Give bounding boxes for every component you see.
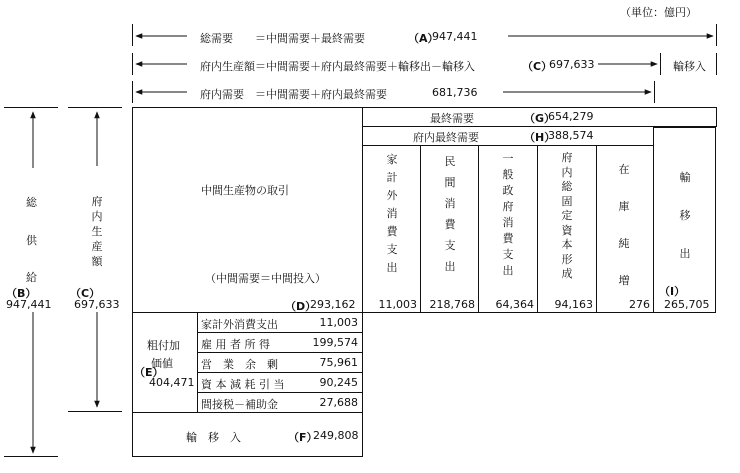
output-bottom-line bbox=[68, 411, 122, 412]
col-char: 在 bbox=[618, 163, 630, 176]
final-demand-label: 最終需要 bbox=[430, 112, 474, 125]
va-item-value: 11,003 bbox=[319, 316, 358, 329]
output-char: 府 bbox=[91, 195, 103, 208]
domestic-final-code: （H） bbox=[524, 131, 556, 144]
total-demand-label: 総需要 ＝中間需要＋最終需要 bbox=[200, 32, 365, 45]
domestic-demand-value: 681,736 bbox=[432, 86, 478, 99]
row-tick bbox=[132, 81, 133, 103]
imports-value: 249,808 bbox=[313, 429, 359, 442]
row-tick bbox=[654, 81, 655, 103]
col-char: 固 bbox=[561, 194, 573, 208]
value-added-row-line bbox=[197, 372, 363, 373]
exports-chars bbox=[678, 159, 692, 273]
gross-output-tail: 輸移入 bbox=[673, 60, 706, 73]
va-item-label: 資 本 減 耗 引 当 bbox=[201, 378, 285, 391]
supply-code: （B） bbox=[6, 287, 37, 300]
intermediate-subtitle: （中間需要＝中間投入） bbox=[205, 272, 326, 285]
col-char: 本 bbox=[561, 238, 573, 251]
col-chars-private bbox=[443, 151, 457, 277]
output-char: 内 bbox=[91, 210, 103, 223]
col-char: 消 bbox=[444, 197, 456, 210]
total-demand-value: 947,441 bbox=[432, 30, 478, 43]
va-item-label: 雇 用 者 所 得 bbox=[201, 338, 270, 351]
supply-char: 総 bbox=[26, 196, 37, 209]
col-char: 支 bbox=[444, 239, 456, 252]
col-char: 庫 bbox=[618, 200, 630, 213]
value-added-label-2: 価値 bbox=[151, 357, 173, 370]
col-char: 成 bbox=[561, 267, 573, 280]
col-char: 外 bbox=[386, 189, 398, 202]
output-char: 生 bbox=[91, 225, 103, 238]
domestic-final-label: 府内最終需要 bbox=[413, 131, 479, 144]
output-char: 産 bbox=[91, 240, 103, 253]
supply-char: 供 bbox=[26, 234, 37, 247]
gross-output-code: （C） bbox=[522, 60, 553, 73]
col-char: 内 bbox=[561, 165, 573, 179]
col-value-household: 11,003 bbox=[378, 298, 417, 311]
col-char: 間 bbox=[444, 176, 456, 189]
final-demand-value: 654,279 bbox=[548, 110, 594, 123]
intermediate-value: 293,162 bbox=[310, 298, 356, 311]
col-value-inventory: 276 bbox=[629, 298, 650, 311]
col-char: 総 bbox=[561, 180, 573, 193]
col-char: 定 bbox=[561, 209, 573, 222]
domestic-demand-label: 府内需要 ＝中間需要＋府内最終需要 bbox=[200, 88, 387, 101]
exports-char: 移 bbox=[679, 209, 691, 222]
col-char: 出 bbox=[502, 264, 514, 277]
row-tick bbox=[716, 53, 717, 75]
col-char: 消 bbox=[502, 216, 514, 229]
exports-char: 輸 bbox=[679, 171, 691, 184]
col-char: 府 bbox=[561, 151, 573, 164]
col-char: 費 bbox=[502, 232, 514, 245]
col-char: 形 bbox=[561, 252, 573, 266]
unit-label: （単位：億円） bbox=[620, 6, 697, 19]
col-char: 出 bbox=[444, 260, 456, 273]
col-chars-household bbox=[385, 151, 399, 277]
supply-bottom-line bbox=[4, 456, 58, 457]
gross-output-value: 697,633 bbox=[549, 58, 595, 71]
col-char: 出 bbox=[386, 261, 398, 274]
output-char: 額 bbox=[91, 255, 103, 268]
col-char: 政 bbox=[502, 184, 514, 197]
va-item-value: 90,245 bbox=[319, 376, 358, 389]
output-code: （C） bbox=[70, 287, 101, 300]
row-tick bbox=[716, 24, 717, 46]
col-char: 純 bbox=[618, 237, 630, 250]
final-demand-code: （G） bbox=[524, 112, 556, 125]
col-char: 般 bbox=[502, 168, 514, 181]
domestic-final-value: 388,574 bbox=[548, 129, 594, 142]
col-char: 一 bbox=[502, 152, 514, 165]
value-added-code: （E） bbox=[134, 366, 164, 379]
supply-top-line bbox=[4, 107, 58, 108]
va-item-value: 75,961 bbox=[319, 356, 358, 369]
va-item-label: 営 業 余 剰 bbox=[201, 358, 278, 371]
va-item-value: 199,574 bbox=[312, 336, 358, 349]
intermediate-code: （D） bbox=[285, 300, 317, 313]
row-tick bbox=[132, 53, 133, 75]
col-char: 費 bbox=[386, 225, 398, 238]
col-value-government: 64,364 bbox=[495, 298, 534, 311]
col-char: 計 bbox=[386, 171, 398, 184]
col-char: 府 bbox=[502, 200, 514, 213]
va-item-label: 家計外消費支出 bbox=[201, 318, 278, 331]
value-added-divider bbox=[197, 312, 198, 413]
row-tick bbox=[660, 53, 661, 75]
total-demand-code: （A） bbox=[408, 32, 439, 45]
col-chars-government bbox=[501, 151, 515, 279]
exports-value: 265,705 bbox=[664, 298, 710, 311]
value-added-row-line bbox=[197, 332, 363, 333]
gross-output-label: 府内生産額＝中間需要＋府内最終需要＋輸移出－輸移入 bbox=[200, 60, 475, 73]
supply-char: 給 bbox=[26, 271, 37, 284]
col-char: 家 bbox=[386, 153, 398, 166]
col-chars-inventory bbox=[617, 151, 631, 299]
va-item-label: 間接税－補助金 bbox=[201, 398, 278, 411]
col-char: 費 bbox=[444, 218, 456, 231]
imports-label: 輸 移 入 bbox=[186, 431, 241, 444]
va-item-value: 27,688 bbox=[319, 396, 358, 409]
col-value-private: 218,768 bbox=[429, 298, 475, 311]
output-value: 697,633 bbox=[74, 298, 120, 311]
col-char: 増 bbox=[618, 274, 630, 287]
domestic-final-bar bbox=[362, 126, 654, 146]
intermediate-title: 中間生産物の取引 bbox=[201, 184, 289, 197]
value-added-label-1: 粗付加 bbox=[147, 339, 180, 352]
imports-code: （F） bbox=[288, 431, 318, 444]
col-char: 支 bbox=[502, 248, 514, 261]
col-char: 支 bbox=[386, 243, 398, 256]
value-added-row-line bbox=[197, 352, 363, 353]
col-char: 資 bbox=[561, 223, 573, 237]
output-vertical-label bbox=[90, 194, 104, 269]
col-chars-fixed-capital bbox=[560, 151, 574, 282]
value-added-row-line bbox=[197, 392, 363, 393]
output-top-line bbox=[68, 107, 122, 108]
exports-code: （I） bbox=[659, 285, 686, 298]
row-tick bbox=[132, 24, 133, 46]
col-char: 民 bbox=[444, 155, 456, 168]
exports-char: 出 bbox=[679, 247, 691, 260]
col-char: 消 bbox=[386, 207, 398, 220]
col-value-fixed-capital: 94,163 bbox=[554, 298, 593, 311]
supply-value: 947,441 bbox=[6, 298, 52, 311]
value-added-value: 404,471 bbox=[149, 376, 195, 389]
